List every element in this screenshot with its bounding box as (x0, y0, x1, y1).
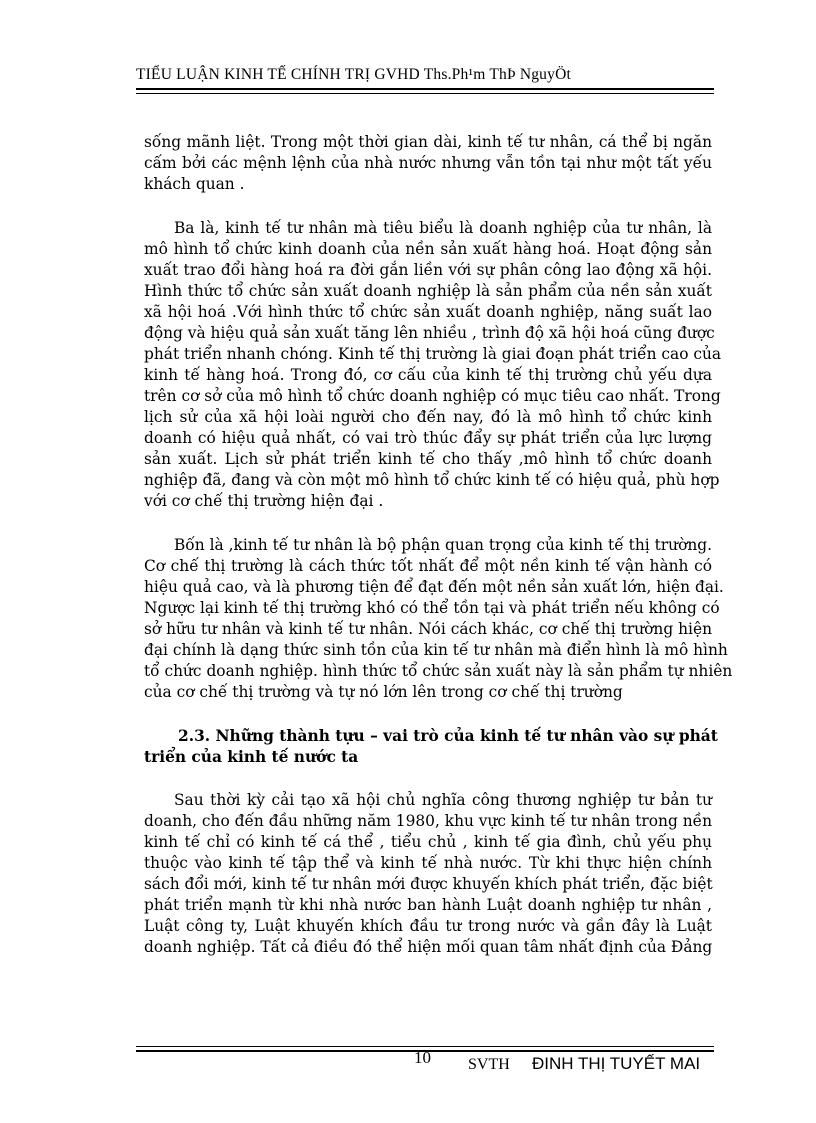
paragraph-line: tổ chức doanh nghiệp. hình thức tổ chức sản xuất này là sản phẩm tự nhiên (144, 662, 733, 680)
paragraph-line: động và hiệu quả sản xuất tăng lên nhiều , trình độ xã hội hoá cũng được (144, 324, 715, 342)
paragraph-line: đại chính là dạng thức sinh tồn của kin tế tư nhân mà điển hình là mô hình (144, 641, 728, 659)
paragraph-line: mô hình tổ chức kinh doanh của nền sản xuất hàng hoá. Hoạt động sản (144, 240, 712, 258)
paragraph-sau-thoi-ky (144, 790, 712, 958)
paragraph-line: khách quan . (144, 175, 245, 193)
paragraph-line: sản xuất. Lịch sử phát triển kinh tế cho thấy ,mô hình tổ chức doanh (144, 450, 712, 468)
paragraph-line: Ba là, kinh tế tư nhân mà tiêu biểu là doanh nghiệp của tư nhân, là (174, 219, 712, 237)
page-body (144, 132, 733, 981)
paragraph-line: xã hội hoá .Với hình thức tổ chức sản xuất doanh nghiệp, năng suất lao (144, 303, 712, 321)
header-rule-thick (136, 88, 714, 90)
paragraph-line: doanh, cho đến đầu những năm 1980, khu vực kinh tế tư nhân trong nền (144, 812, 712, 830)
paragraph-line: sách đổi mới, kinh tế tư nhân mới được khuyến khích phát triển, đặc biệt (144, 875, 713, 893)
paragraph-line: với cơ chế thị trường hiện đại . (144, 492, 384, 510)
paragraph-line: hiệu quả cao, và là phương tiện để đạt đến một nền sản xuất lớn, hiện đại. (144, 578, 724, 596)
paragraph-line: kinh tế hàng hoá. Trong đó, cơ cấu của kinh tế thị trường chủ yếu dựa (144, 366, 712, 384)
paragraph-intro (144, 132, 712, 195)
paragraph-line: nghiệp đã, đang và còn một mô hình tổ chức kinh tế có hiệu quả, phù hợp (144, 471, 720, 489)
paragraph-bon-la (144, 535, 733, 703)
student-name: ĐINH THỊ TUYẾT MAI (532, 1054, 701, 1073)
paragraph-line: Hình thức tổ chức sản xuất doanh nghiệp là sản phẩm của nền sản xuất (144, 282, 712, 300)
paragraph-line: phát triển mạnh từ khi nhà nước ban hành Luật doanh nghiệp tư nhân , (144, 896, 712, 914)
footer-rule-thin (136, 1046, 714, 1047)
paragraph-line: kinh tế chỉ có kinh tế cá thể , tiểu chủ , kinh tế gia đình, chủ yếu phụ (144, 833, 712, 851)
paragraph-line: Luật công ty, Luật khuyến khích đầu tư trong nước và gần đây là Luật (144, 917, 712, 935)
paragraph-line: sở hữu tư nhân và kinh tế tư nhân. Nói cách khác, cơ chế thị trường hiện (144, 620, 712, 638)
paragraph-line: thuộc vào kinh tế tập thể và kinh tế nhà nước. Từ khi thực hiện chính (144, 854, 712, 872)
paragraph-line: xuất trao đổi hàng hoá ra đời gắn liền với sự phân công lao động xã hội. (144, 261, 712, 279)
paragraph-line: doanh có hiệu quả nhất, có vai trò thúc đẩy sự phát triển của lực lượng (144, 429, 712, 447)
paragraph-line: doanh nghiệp. Tất cả điều đó thể hiện mối quan tâm nhất định của Đảng (144, 938, 713, 956)
paragraph-line: Ngược lại kinh tế thị trường khó có thể tồn tại và phát triển nếu không có (144, 599, 720, 617)
page-number: 10 (414, 1048, 431, 1067)
paragraph-ba-la (144, 218, 722, 512)
paragraph-line: Bốn là ,kinh tế tư nhân là bộ phận quan trọng của kinh tế thị trường. (174, 536, 712, 554)
paragraph-line: trên cơ sở của mô hình tổ chức doanh nghiệp có mục tiêu cao nhất. Trong (144, 387, 721, 405)
paragraph-line: lịch sử của xã hội loài người cho đến nay, đó là mô hình tổ chức kinh (144, 408, 712, 426)
paragraph-line: cấm bởi các mệnh lệnh của nhà nước nhưng vẫn tồn tại như một tất yếu (144, 154, 712, 172)
page-header: TIỂU LUẬN KINH TẾ CHÍNH TRỊ GVHD Ths.Ph¹m ThÞ NguyÖt (136, 66, 571, 83)
section-heading (144, 726, 718, 768)
paragraph-line: của cơ chế thị trường và tự nó lớn lên trong cơ chế thị trường (144, 683, 623, 701)
paragraph-line: Sau thời kỳ cải tạo xã hội chủ nghĩa công thương nghiệp tư bản tư (174, 791, 712, 809)
paragraph-line: sống mãnh liệt. Trong một thời gian dài, kinh tế tư nhân, cá thể bị ngăn (144, 133, 712, 151)
section-heading-line: triển của kinh tế nước ta (144, 748, 359, 766)
section-heading-line: 2.3. Những thành tựu – vai trò của kinh tế tư nhân vào sự phát (178, 727, 718, 745)
paragraph-line: phát triển nhanh chóng. Kinh tế thị trường là giai đoạn phát triển cao của (144, 345, 722, 363)
paragraph-line: Cơ chế thị trường là cách thức tốt nhất để một nền kinh tế vận hành có (144, 557, 712, 575)
header-rule-thin (136, 93, 714, 94)
footer-label: SVTH (468, 1056, 510, 1073)
